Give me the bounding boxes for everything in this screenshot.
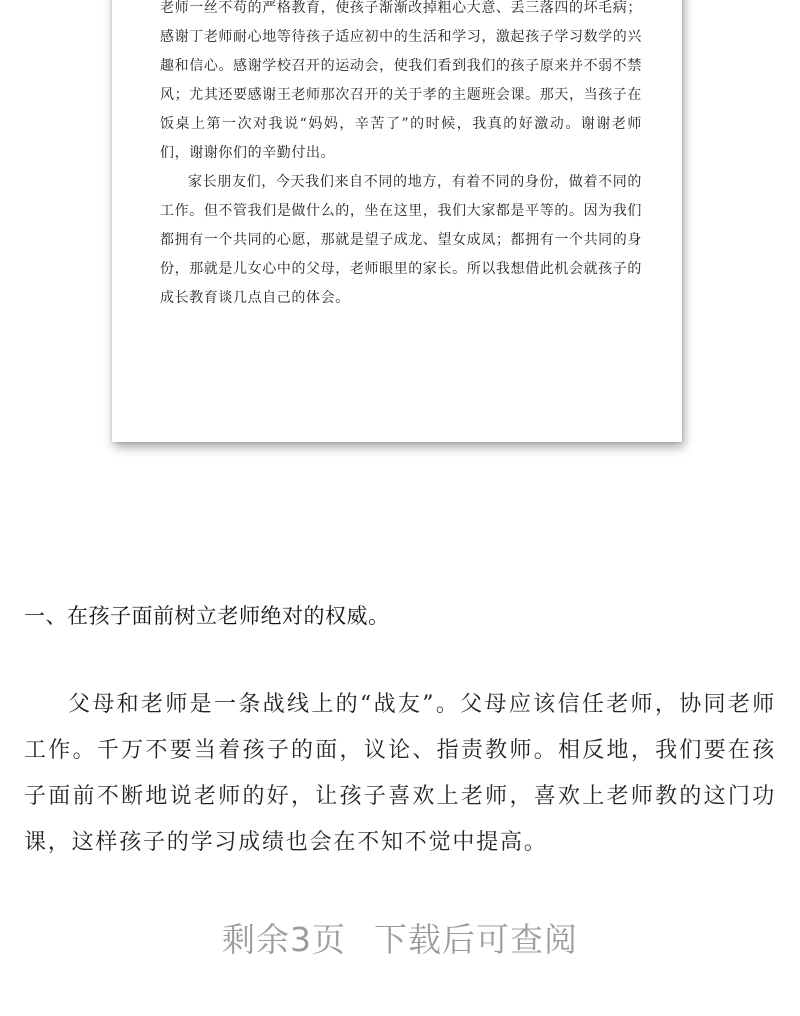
section-body-paragraph: 父母和老师是一条战线上的“战友”。父母应该信任老师，协同老师工作。千万不要当着孩子的面，议论、指责教师。相反地，我们要在孩子面前不断地说老师的好，让孩子喜欢上老师，喜欢上老师教的这门功课，这样孩子的学习成绩也会在不知不觉中提高。 [24, 692, 776, 855]
document-page-preview [112, 0, 682, 442]
download-action-label: 下载后可查阅 [374, 920, 578, 959]
download-to-read-banner[interactable] [0, 914, 800, 961]
preview-paragraph: 老师一丝不苟的严格教育，使孩子渐渐改掉粗心大意、丢三落四的坏毛病；感谢丁老师耐心地等待孩子适应初中的生活和学习，激起孩子学习数学的兴趣和信心。感谢学校召开的运动会，使我们看到我们的孩子原来并不弱不禁风；尤其还要感谢王老师那次召开的关于孝的主题班会课。那天，当孩子在饭桌上第一次对我说“妈妈，辛苦了”的时候，我真的好激动。谢谢老师们，谢谢你们的辛勤付出。 [160, 0, 642, 161]
remaining-pages-label: 剩余3页 [222, 920, 346, 959]
section-heading: 一、在孩子面前树立老师绝对的权威。 [24, 604, 390, 628]
preview-paragraph: 家长朋友们，今天我们来自不同的地方，有着不同的身份，做着不同的工作。但不管我们是做什么的，坐在这里，我们大家都是平等的。因为我们都拥有一个共同的心愿，那就是望子成龙、望女成凤；都拥有一个共同的身份，那就是儿女心中的父母，老师眼里的家长。所以我想借此机会就孩子的成长教育谈几点自己的体会。 [160, 174, 642, 306]
preview-text [160, 0, 642, 313]
